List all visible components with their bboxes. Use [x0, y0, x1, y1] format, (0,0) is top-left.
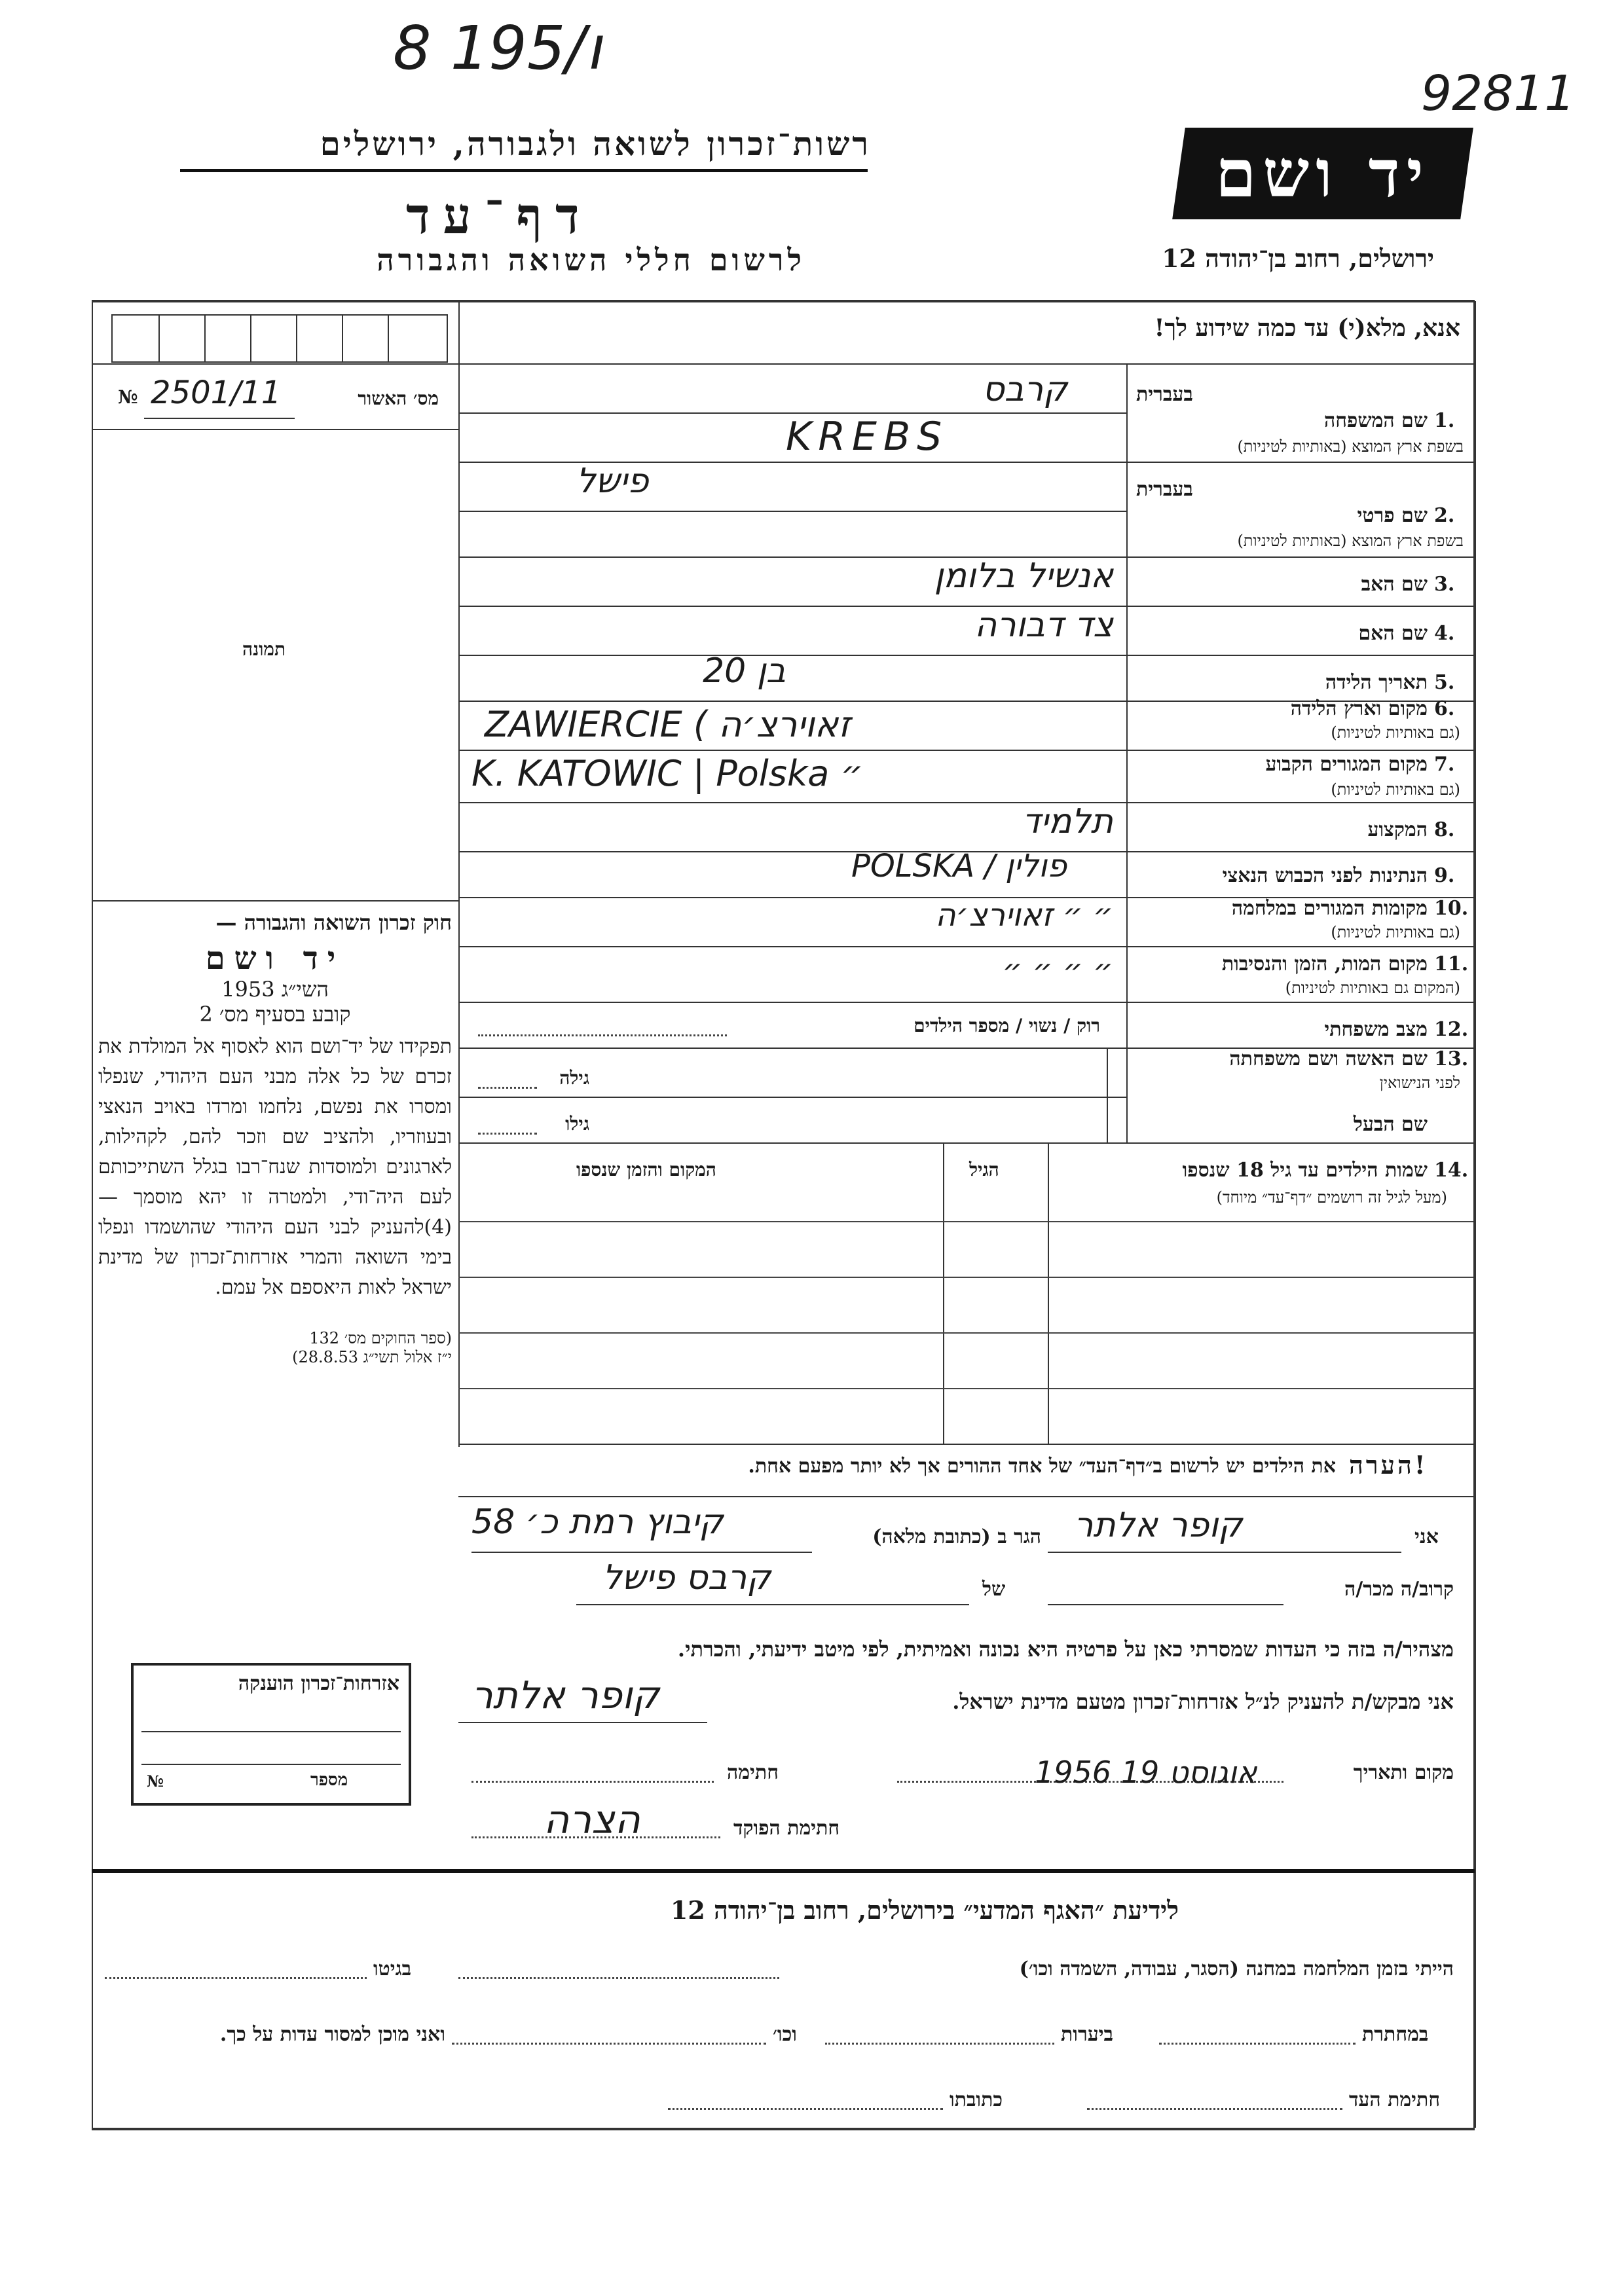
f11-value[interactable]: ״ ״ ״ ״ — [1002, 953, 1113, 989]
f7-latin-note: (גם באותיות לטיניות) — [1331, 780, 1460, 799]
decl-request: אני מבקש/ת להעניק לנ״ל אזרחות־זכרון מטעם מדינת ישראל. — [952, 1689, 1454, 1714]
decl-address[interactable]: קיבוץ רמת כ׳ 58 — [471, 1503, 724, 1542]
bottom-line1-dots — [458, 1977, 779, 1979]
decl-officer: חתימת הפוקד — [733, 1817, 840, 1840]
approval-box-bottom — [92, 429, 460, 430]
f5-label: תאריך הלידה — [1325, 671, 1428, 694]
f3-num: 3. — [1434, 573, 1455, 596]
decl-officer-sign[interactable]: הצרה — [544, 1797, 640, 1843]
law-section: קובע בסעיף מס׳ 2 — [199, 1002, 351, 1027]
approval-prefix: № — [118, 386, 138, 408]
f12-dots — [478, 1034, 727, 1036]
bottom-underground: במחתרת — [1362, 2023, 1429, 2046]
f13-note: לפני הנישואין — [1379, 1074, 1460, 1092]
decl-address-line — [471, 1552, 812, 1553]
citizenship-prefix: № — [147, 1772, 164, 1791]
approval-underline — [144, 418, 295, 419]
f13-num: 13. — [1434, 1048, 1469, 1070]
f13-divider — [1107, 1048, 1108, 1142]
f6-num: 6. — [1434, 697, 1455, 720]
f4-value[interactable]: צד דבורה — [974, 606, 1113, 645]
f14-num: 14. — [1434, 1159, 1469, 1182]
record-number: 92811 — [1421, 65, 1576, 122]
husband-line — [458, 1142, 1473, 1144]
law-heading: חוק זכרון השואה והגבורה — — [215, 910, 452, 935]
decl-ani: אני — [1414, 1525, 1439, 1548]
f8-num: 8. — [1434, 818, 1455, 841]
decl-of-value[interactable]: קרבס פישל — [602, 1558, 771, 1597]
decl-signature-dots — [471, 1781, 714, 1783]
f11-line — [458, 1002, 1473, 1003]
husband-age-dots — [478, 1133, 537, 1135]
logo-text: יד ושם — [1215, 135, 1430, 212]
bottom-ghetto-dots — [105, 1977, 367, 1979]
f13-label: שם האשה ושם משפחתה — [1229, 1048, 1428, 1070]
frame-bottom — [92, 2128, 1475, 2130]
bottom-ready: ואני מוכן למסור עדות על כך. — [219, 2023, 445, 2046]
f4-label: שם האם — [1358, 622, 1428, 645]
f13-line — [458, 1097, 1126, 1098]
f9-value[interactable]: POLSKA / פולין — [851, 848, 1067, 884]
photo-stamp-cells — [111, 314, 448, 363]
f14-rows — [458, 1221, 1473, 1444]
bottom-underground-dots — [1159, 2043, 1356, 2045]
f8-label: המקצוע — [1367, 818, 1428, 841]
bottom-divider — [92, 1869, 1475, 1873]
f9-num: 9. — [1434, 864, 1455, 887]
photo-bottom — [92, 900, 460, 902]
left-top-line — [92, 363, 460, 365]
bottom-forests-dots — [825, 2043, 1054, 2045]
f13-age-label: גילה — [559, 1067, 589, 1089]
f1-latin-value[interactable]: KREBS — [786, 414, 949, 460]
f1-num: 1. — [1434, 409, 1455, 432]
instruction-line — [458, 363, 1473, 365]
law-body: תפקידו של יד־ושם הוא לאסוף אל המולדת את זכרם של כל אלה מבני העם היהודי, שנפלו ומסרו את נפשם, נלחמו ומרדו באויב הנאצי ובעוזריו, ולהציב שם וזכר להם, לקהילות, לארגונים ולמוסדות שנח־רבו בגלל השתייכותם לעם היה־ודי, ולמטרה זו יהא מוסמך — (4)להעניק לבני העם היהודי שהושמדו ונפלו בימי השואה והמרי אזרחות־זכרון של מדינת ישראל לאות היאספם אל עמם. — [98, 1035, 452, 1299]
yad-vashem-logo — [1172, 128, 1473, 219]
approval-label: מס׳ האשור — [358, 388, 439, 409]
bottom-line1: הייתי בזמן המלחמה במחנה (הסגר, עבודה, השמדה וכו׳) — [1019, 1958, 1454, 1980]
decl-relative: קרוב/ה מכר/ה — [1344, 1578, 1454, 1601]
husband-age-label: גילו — [565, 1113, 589, 1135]
law-name: יד ושם — [205, 940, 345, 977]
decl-resides: הגר ב (כתובת מלאה) — [872, 1525, 1041, 1548]
decl-signature-label: חתימה — [727, 1761, 779, 1784]
bottom-forests: ביערות — [1061, 2023, 1114, 2046]
photo-label: תמונה — [242, 638, 286, 660]
decl-name[interactable]: קופר אלתר — [1074, 1506, 1243, 1545]
decl-signature-hand[interactable]: קופר אלתר — [471, 1673, 659, 1717]
citizenship-title: אזרחות־זכרון הוענקה — [238, 1672, 399, 1695]
decl-of-line — [576, 1604, 969, 1605]
frame-left — [92, 301, 93, 2128]
f4-num: 4. — [1434, 622, 1455, 645]
f14-age-col: הגיל — [969, 1159, 999, 1180]
f12-options: רוק / נשוי / מספר הילדים — [913, 1015, 1100, 1036]
f1-origin-lang: בשפת ארץ המוצא (באותיות לטיניות) — [1237, 437, 1464, 456]
f12-label: מצב משפחתי — [1324, 1018, 1428, 1041]
f11-num: 11. — [1434, 953, 1469, 975]
bottom-witness-sign: חתימת העד — [1349, 2088, 1441, 2111]
bottom-address: כתובתו — [950, 2088, 1003, 2111]
f10-line — [458, 946, 1473, 947]
f2-in-hebrew: בעברית — [1136, 478, 1193, 501]
f9-label: הנתינות לפני הכבוש הנאצי — [1222, 864, 1428, 887]
f10-latin-note: (גם באותיות לטיניות) — [1331, 923, 1460, 941]
frame-right — [1473, 301, 1476, 2128]
f5-num: 5. — [1434, 671, 1455, 694]
decl-declare: מצהיר/ה בזה כי העדות שמסרתי כאן על פרטיה היא נכונה ואמיתית, לפי מיטב ידיעתי, והכרתי. — [677, 1637, 1454, 1662]
f5-value[interactable]: בן 20 — [703, 651, 786, 691]
instruction: אנא, מלא(י) עד כמה שידוע לך! — [1154, 314, 1460, 342]
f2-line-a — [458, 511, 1126, 512]
address: ירושלים, רחוב בן־יהודה 12 — [1162, 244, 1434, 273]
bottom-etc-dots — [452, 2043, 766, 2045]
decl-date-stamp: 1956 אוגוסט 19 — [1035, 1755, 1257, 1790]
f12-num: 12. — [1434, 1018, 1469, 1041]
f6-value[interactable]: ZAWIERCIE ( זאוירצ׳ה — [485, 704, 851, 745]
husband-label: שם הבעל — [1353, 1113, 1428, 1136]
approval-value: 2501/11 — [151, 374, 282, 411]
decl-of: של — [982, 1578, 1006, 1601]
bottom-etc: וכו׳ — [773, 2023, 797, 2046]
archive-mark: 8 195/ו — [393, 13, 602, 83]
note-text: את הילדים יש לרשום ב״דף־העד״ של אחד ההורים אך לא יותר מפעם אחת. — [748, 1455, 1336, 1478]
f6-line — [458, 750, 1473, 751]
bottom-address-dots — [668, 2108, 943, 2110]
bottom-witness-dots — [1087, 2108, 1342, 2110]
f10-label: מקומות המגורים במלחמה — [1231, 897, 1428, 920]
decl-rel-line — [1048, 1604, 1283, 1605]
f7-value[interactable]: K. KATOWIC | Polska ״ — [471, 753, 864, 794]
decl-signature-hand-line — [458, 1722, 707, 1723]
f10-num: 10. — [1434, 897, 1469, 920]
f7-num: 7. — [1434, 753, 1455, 776]
decl-place-date: מקום ותאריך — [1353, 1761, 1454, 1784]
f7-label: מקום המגורים הקבוע — [1265, 753, 1428, 776]
f8-value[interactable]: תלמיד — [1022, 802, 1113, 841]
f1-in-hebrew: בעברית — [1136, 383, 1193, 406]
f2-hebrew-value[interactable]: פישל — [576, 462, 649, 501]
label-column-divider — [1126, 363, 1128, 1142]
citizenship-number-label: מספר — [310, 1770, 348, 1790]
f6-latin-note: (גם באותיות לטיניות) — [1331, 723, 1460, 742]
f14-place-col: המקום והזמן שנספו — [576, 1159, 716, 1180]
f2-num: 2. — [1434, 504, 1455, 527]
decl-name-line — [1048, 1552, 1401, 1553]
f6-label: מקום וארץ הלידה — [1290, 697, 1428, 720]
law-ref1: (ספר החוקים מס׳ 132 — [309, 1329, 452, 1347]
form-subtitle: לרשום חללי השואה והגבורה — [377, 242, 805, 278]
f14-note: (מעל לגיל זה רושמים ״דף־עד״ מיוחד) — [1216, 1188, 1447, 1207]
frame-top — [92, 300, 1475, 302]
f11-label: מקום המות, הזמן והנסיבות — [1221, 953, 1428, 975]
f2-label: שם פרטי — [1357, 504, 1428, 527]
decl-officer-dots — [471, 1836, 720, 1838]
f1-label: שם המשפחה — [1323, 409, 1428, 432]
f11-note: (המקום גם באותיות לטיניות) — [1285, 979, 1460, 997]
f2-origin-lang: בשפת ארץ המוצא (באותיות לטיניות) — [1237, 532, 1464, 550]
f3-value[interactable]: אנשיל בלומן — [934, 556, 1113, 596]
institution-name: רשות־זכרון לשואה ולגבורה, ירושלים — [320, 124, 871, 163]
f13-age-dots — [478, 1087, 537, 1089]
bottom-ghetto: בגיטו — [373, 1958, 412, 1980]
f10-value[interactable]: ״ ״ זאוירצ׳ה — [935, 897, 1113, 934]
form-title: דף־עד — [406, 187, 593, 245]
f1-hebrew-value[interactable]: קרבס — [982, 370, 1068, 409]
law-ref2: י״ז אלול תשי״ג 28.8.53) — [292, 1348, 452, 1366]
citizenship-box — [131, 1663, 411, 1806]
note-label: הערה! — [1349, 1450, 1428, 1480]
institution-underline — [180, 169, 868, 172]
f3-label: שם האב — [1361, 573, 1428, 596]
bottom-heading: לידיעת ״האגף המדעי״ בירושלים, רחוב בן־יהודה 12 — [670, 1895, 1179, 1925]
law-block — [98, 910, 452, 1367]
law-year: השי״ג 1953 — [221, 977, 329, 1002]
f14-label: שמות הילדים עד גיל 18 שנספו — [1182, 1159, 1428, 1182]
